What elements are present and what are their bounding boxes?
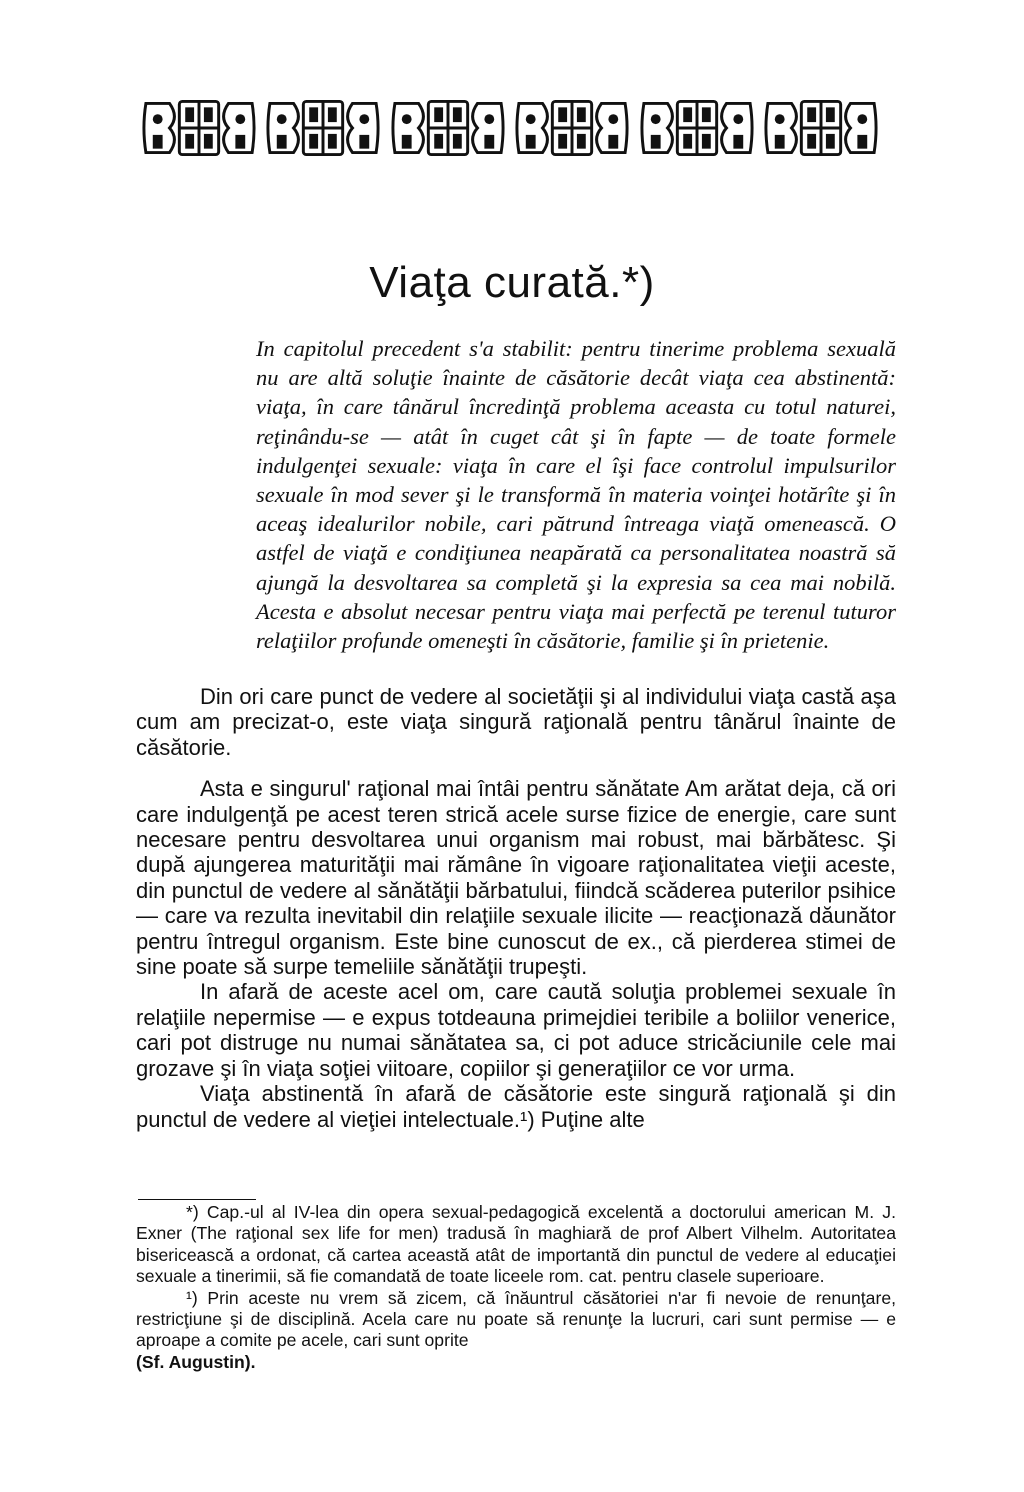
page-title: Viaţa curată.*) (369, 258, 655, 307)
intro-italic-paragraph: In capitolul precedent s'a stabilit: pentru tinerime problema sexuală nu are altă soluţie înainte de căsătorie decât viaţa cea abstinentă: viaţa, în care tânărul încredinţă problema aceasta cu totul naturei, reţinându-se — atât în cuget cât şi în fapte — de toate formele indulgenţei sexuale: viaţa în care el îşi face controlul impulsurilor sexuale în mod sever şi le transformă în materia voinţei hotărîte şi în aceaş idealurilor nobile, cari pătrund întreaga viaţă omenească. O astfel de viaţă e condiţiunea neapărată ca personalitatea noastră să ajungă la desvoltarea sa completă şi la expresia sa cea mai nobilă. Acesta e absolut necesar pentru viaţa mai perfectă pe terenul tuturor relaţiilor profunde omeneşti în căsătorie, familie şi în prietenie. (256, 336, 896, 654)
ornament-tile (638, 95, 756, 161)
body-paragraph: Asta e singurul' raţional mai întâi pentru sănătate Am arătat deja, că ori care indulgenţă pe acest teren strică acele surse fizice de energie, care sunt necesare pentru desvoltarea unui organism mai robust, mai bărbătesc. Şi după ajungerea maturităţii mai rămâne în vigoare raţionalitatea vieţii aceste, din punctul de vedere al sănătăţii bărbatului, fiindcă scăderea puterilor psihice — care va rezulta inevitabil din relaţiile sexuale ilicite — reacţionază dăunător pentru întregul organism. Este bine cunoscut de ex., că pierderea stimei de sine poate să surpe temeliile sănătăţii trupeşti. (136, 776, 896, 980)
body-paragraph: Viaţa abstinentă în afară de căsătorie este singură raţională şi din punctul de vedere al vieţiei intelectuale.¹) Puţine alte (136, 1081, 896, 1132)
ornament-tile (264, 95, 382, 161)
body-paragraph: In afară de aceste acel om, care caută soluţia problemei sexuale în relaţiile nepermise — e expus totdeauna primejdiei teribile a boliilor venerice, cari pot distruge nu numai sănătatea sa, ci pot aduce stricăciunile cele mai grozave şi în viaţa soţiei viitoare, copiilor şi generaţiilor ce vor urma. (136, 979, 896, 1081)
footnote-divider (138, 1199, 256, 1200)
footnote-one-author: (Sf. Augustin). (136, 1351, 256, 1372)
ornament-tile (140, 95, 258, 161)
footnote-star: *) Cap.-ul al IV-lea din opera sexual-pedagogică excelentă a doctorului american M. J. Exner (The raţional sex life for men) tradusă în maghiară de prof Albert Vilhelm. Autoritatea bisericească a ordonat, că cartea această atât de importantă din punctul de vedere al educaţiei sexuale a tinerimii, să fie comandată de toate liceele rom. cat. pentru clasele superioare. (136, 1202, 896, 1287)
ornament-tile (513, 95, 631, 161)
footnote-one: ¹) Prin aceste nu vrem să zicem, că înăuntrul căsătoriei n'ar fi nevoie de renunţare, restricţiune şi de disciplină. Acela care nu poate să renunţe la lucruri, cari sunt permise — e aproape a comite pe acele, cari sunt oprite (136, 1287, 896, 1351)
body-paragraph: Din ori care punct de vedere al societăţii şi al individului viaţa castă aşa cum am precizat-o, este viaţa singură raţională pentru tânărul înainte de căsătorie. (136, 684, 896, 760)
footnotes (136, 1202, 896, 1373)
decorative-header-band (140, 92, 880, 164)
body-text (136, 684, 896, 1132)
ornament-tile (389, 95, 507, 161)
ornament-tile (762, 95, 880, 161)
